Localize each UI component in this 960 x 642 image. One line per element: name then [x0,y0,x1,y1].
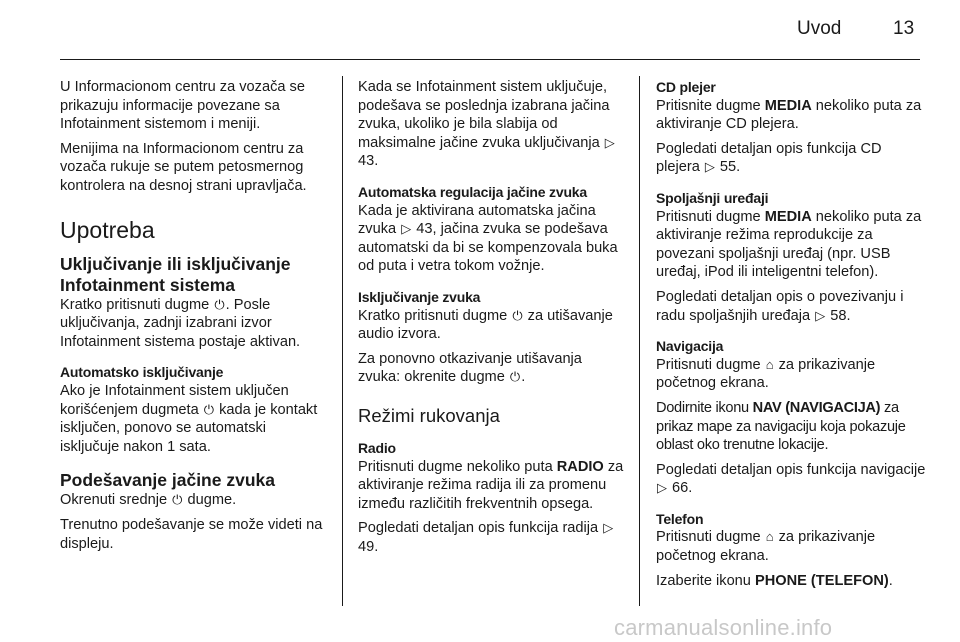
column-divider-2 [639,76,640,606]
column-divider-1 [342,76,343,606]
text: Pritisnite dugme [656,97,765,114]
text: Pogledati detaljan opis funkcija CD plejera [656,140,882,176]
home-icon: ⌂ [765,356,774,372]
text: Okrenuti srednje [60,492,172,509]
text: nekoliko puta za aktiviranje CD plejera. [656,97,922,133]
text: za aktiviranje režima radija ili za promenu između različitih frekventnih opsega. [358,458,624,512]
text: Dodirnite ikonu [656,399,753,416]
paragraph [656,528,926,565]
text: za prikaz mape za navigaciju koja pokazuje oblast oko trenutne lokacije. [656,399,906,454]
text: 43. [358,153,379,170]
paragraph [60,382,328,456]
heading-navigacija: Navigacija [656,338,724,355]
text: 55. [715,159,741,176]
column-2 [358,78,626,562]
column-3 [656,78,926,596]
text: za prikazivanje početnog ekrana. [656,529,876,565]
watermark: carmanualsonline.info [614,615,833,640]
heading-rezimi: Režimi rukovanja [358,404,500,426]
text: Pritisnuti dugme [656,208,765,225]
heading-automatsko: Automatsko isključivanje [60,364,224,381]
text: . [521,369,526,386]
home-icon: ⌂ [765,529,774,545]
text: 66. [668,480,693,497]
arrow-icon: ▷ [401,221,412,237]
paragraph [358,458,626,514]
paragraph [656,208,926,282]
paragraph [358,78,626,171]
text: Za ponovno otkazivanje utišavanja zvuka: okrenite dugme [358,350,582,386]
text: 49. [358,538,379,555]
paragraph [358,519,626,556]
column-1 [60,78,328,559]
text: nekoliko puta za aktiviranje režima reprodukcije za povezani spoljašnji uređaj (npr. USB uređaj, iPod ili inteligentni telefon). [656,208,922,281]
paragraph [656,399,926,455]
power-icon: ⏻ [509,369,521,385]
text: . [888,572,893,589]
arrow-icon: ▷ [704,159,715,175]
text: Pogledati detaljan opis funkcija navigacije [656,461,926,478]
heading-spoljasnji-uredjaji: Spoljašnji uređaji [656,189,769,206]
paragraph [358,202,626,276]
heading-telefon: Telefon [656,510,704,527]
header-rule [60,59,920,60]
paragraph: U Informacionom centru za vozača se prikazuju informacije povezane sa Infotainment sistemom i meniji. [60,79,305,133]
paragraph [60,491,328,510]
paragraph [358,307,626,344]
text: 43, jačina zvuka se podešava automatski da bi se kompenzovala buka od puta i vetra tokom vožnje. [358,221,618,275]
heading-iskljucivanje-zvuka: Isključivanje zvuka [358,288,481,305]
text: Izaberite ikonu [656,572,755,589]
text: Pogledati detaljan opis o povezivanju i radu spoljašnjih uređaja [656,288,904,324]
paragraph [656,461,926,498]
page-number: 13 [893,18,915,39]
text: Pritisnuti dugme [656,356,765,373]
arrow-icon: ▷ [815,307,826,323]
radio-button-label: RADIO [556,458,604,475]
text: kada je kontakt isključen, ponovo se automatski isključuje nakon 1 sata. [60,401,318,455]
text: Kada je aktivirana automatska jačina zvuka [358,202,596,238]
page-header-title: Uvod [797,18,842,39]
text: dugme. [183,492,237,509]
heading-podesavanje: Podešavanje jačine zvuka [60,470,275,491]
heading-upotreba: Upotreba [60,216,155,243]
paragraph [358,350,626,387]
paragraph [656,572,926,591]
text: Pogledati detaljan opis funkcija radija [358,520,603,537]
arrow-icon: ▷ [657,480,667,496]
text: za prikazivanje početnog ekrana. [656,356,876,392]
paragraph [656,356,926,393]
power-icon: ⏻ [203,401,215,417]
nav-icon-label: NAV (NAVIGACIJA) [752,399,881,416]
paragraph [656,288,926,325]
media-button-label: MEDIA [764,208,812,225]
paragraph [656,140,926,177]
paragraph: Trenutno podešavanje se može videti na displeju. [60,516,323,552]
text: Pritisnuti dugme nekoliko puta [358,458,557,475]
heading-ukljucivanje: Uključivanje ili isključivanje Infotainment sistema [60,253,291,295]
text: Kratko pritisnuti dugme [60,296,214,313]
power-icon: ⏻ [172,492,183,508]
media-button-label: MEDIA [764,97,812,114]
text: . Posle uključivanja, zadnji izabrani izvor Infotainment sistema postaje aktivan. [60,296,301,350]
text: 58. [826,307,851,324]
text: Kratko pritisnuti dugme [358,307,512,324]
power-icon: ⏻ [512,307,523,323]
heading-radio: Radio [358,439,396,456]
text: Kada se Infotainment sistem uključuje, podešava se poslednja izabrana jačina zvuka, ukoliko je bila slabija od maksimalne jačine zvuka uključivanja [358,79,610,151]
heading-automatska-regulacija: Automatska regulacija jačine zvuka [358,183,587,200]
arrow-icon: ▷ [604,134,615,150]
text: Ako je Infotainment sistem uključen korišćenjem dugmeta [60,382,289,418]
arrow-icon: ▷ [603,520,614,536]
power-icon: ⏻ [214,296,225,312]
paragraph: Menijima na Informacionom centru za vozača rukuje se putem petosmernog kontrolera na desnoj strani upravljača. [60,140,307,194]
paragraph [656,97,926,134]
heading-cd-plejer: CD plejer [656,79,716,95]
text: Pritisnuti dugme [656,529,765,546]
text: za utišavanje audio izvora. [358,307,613,343]
phone-icon-label: PHONE (TELEFON) [754,572,889,589]
paragraph [60,296,328,352]
